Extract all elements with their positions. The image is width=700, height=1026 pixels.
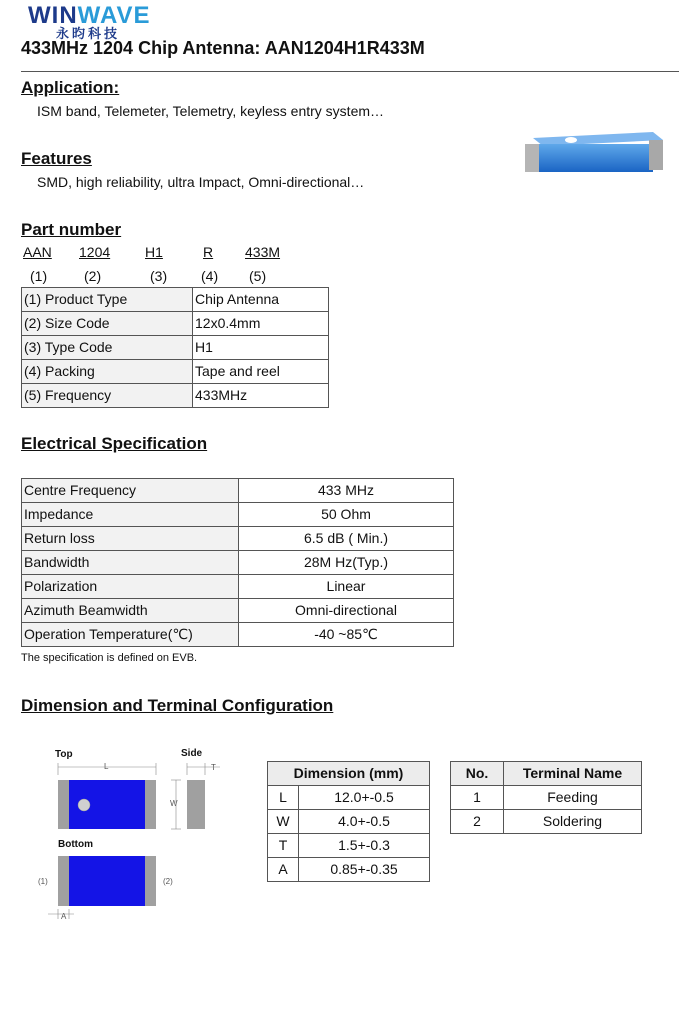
application-text: ISM band, Telemeter, Telemetry, keyless entry system…: [37, 103, 385, 119]
part-index-3: (3): [150, 268, 168, 284]
dimension-table: [267, 761, 430, 882]
table-row: Centre Frequency 433 MHz: [22, 479, 454, 503]
company-logo: [28, 2, 188, 41]
dim-w-label: W: [170, 799, 178, 808]
title-divider: [21, 71, 679, 72]
part-code-3: H1: [145, 244, 163, 260]
table-row: 2 Soldering: [451, 810, 642, 834]
top-view-label: Top: [55, 749, 73, 760]
table-row: (5) Frequency 433MHz: [22, 384, 329, 408]
part-code-4: R: [203, 244, 214, 260]
electrical-heading: Electrical Specification: [21, 434, 208, 453]
dimension-drawing: [30, 755, 230, 925]
table-row: Operation Temperature(℃) -40 ~85℃: [22, 623, 454, 647]
table-row: A 0.85+-0.35: [268, 858, 430, 882]
terminal-table: [450, 761, 642, 834]
features-heading: Features: [21, 149, 92, 168]
part-index-1: (1): [30, 268, 48, 284]
table-row: T 1.5+-0.3: [268, 834, 430, 858]
part-index-5: (5): [249, 268, 267, 284]
table-row: Polarization Linear: [22, 575, 454, 599]
chip-antenna-image: [523, 130, 663, 175]
part-code-2: 1204: [79, 244, 111, 260]
dimension-heading: Dimension and Terminal Configuration: [21, 696, 334, 715]
part-number-heading: Part number: [21, 220, 122, 239]
dim-t-label: T: [211, 763, 216, 772]
port-2-label: (2): [163, 877, 173, 886]
table-row: L 12.0+-0.5: [268, 786, 430, 810]
table-row: (2) Size Code 12x0.4mm: [22, 312, 329, 336]
table-row: Impedance 50 Ohm: [22, 503, 454, 527]
part-code-5: 433M: [245, 244, 281, 260]
port-1-label: (1): [38, 877, 48, 886]
table-row: (4) Packing Tape and reel: [22, 360, 329, 384]
table-row: 1 Feeding: [451, 786, 642, 810]
side-view-label: Side: [181, 748, 203, 759]
part-index-2: (2): [84, 268, 102, 284]
table-row: W 4.0+-0.5: [268, 810, 430, 834]
application-heading: Application:: [21, 78, 120, 97]
spec-note: The specification is defined on EVB.: [21, 652, 198, 664]
electrical-spec-table: [21, 478, 454, 647]
table-row: Return loss 6.5 dB ( Min.): [22, 527, 454, 551]
table-row: Azimuth Beamwidth Omni-directional: [22, 599, 454, 623]
page-title: 433MHz 1204 Chip Antenna: AAN1204H1R433M: [21, 38, 425, 58]
table-row: (3) Type Code H1: [22, 336, 329, 360]
table-row: Bandwidth 28M Hz(Typ.): [22, 551, 454, 575]
part-index-4: (4): [201, 268, 219, 284]
bottom-view-label: Bottom: [58, 839, 93, 850]
logo-wordmark: WINWAVE: [28, 2, 151, 29]
dim-a-label: A: [61, 912, 67, 921]
table-row: (1) Product Type Chip Antenna: [22, 288, 329, 312]
logo-chinese: 永昀科技: [56, 26, 121, 41]
dim-l-label: L: [104, 762, 109, 771]
table-header: No. Terminal Name: [451, 762, 642, 786]
table-header: Dimension (mm): [268, 762, 430, 786]
part-code-1: AAN: [23, 244, 52, 260]
features-text: SMD, high reliability, ultra Impact, Omni-directional…: [37, 174, 365, 190]
part-number-table: [21, 287, 329, 408]
